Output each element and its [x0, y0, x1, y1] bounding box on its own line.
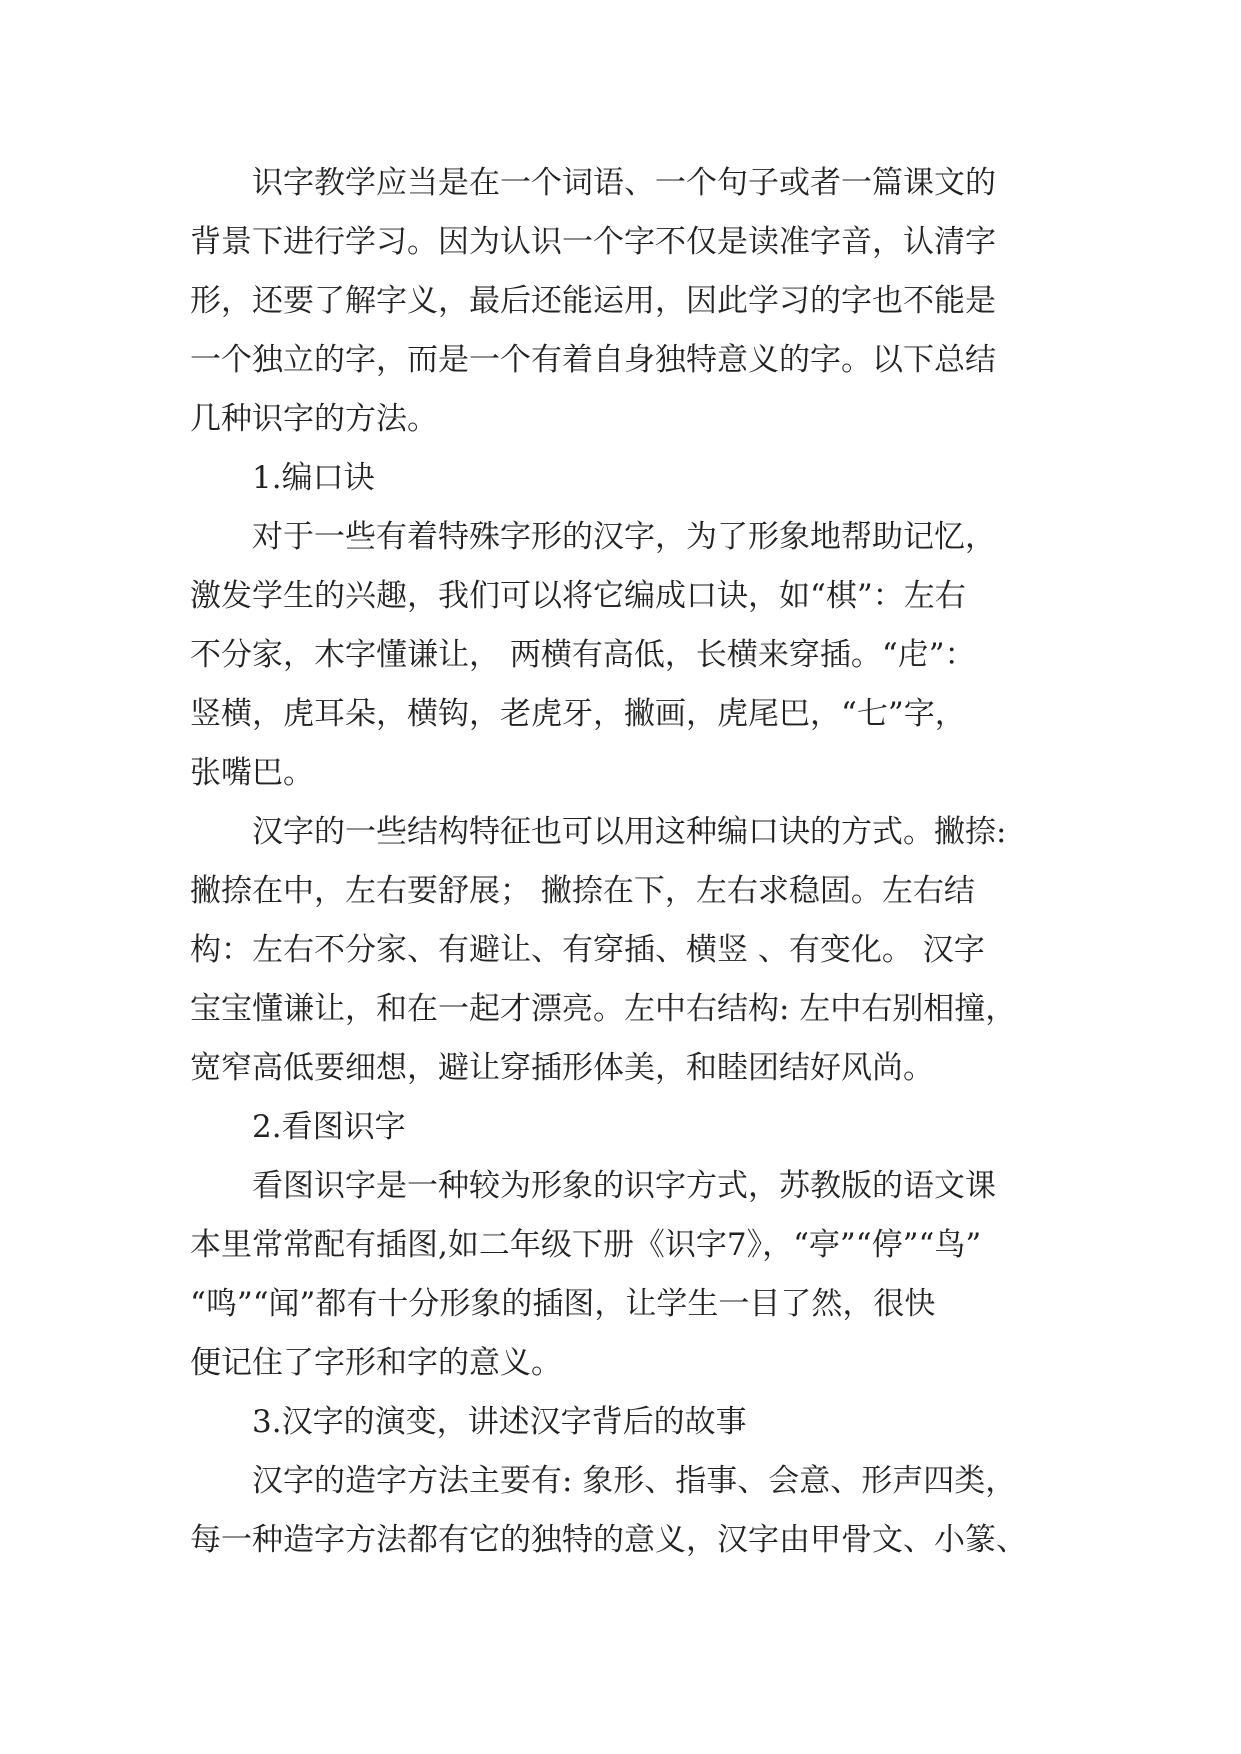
- text-line: 识字教学应当是在一个词语、一个句子或者一篇课文的: [252, 165, 996, 201]
- text-line: 便记住了字形和字的意义。: [190, 1345, 562, 1381]
- text-line: 几种识字的方法。: [190, 401, 438, 437]
- text-line: 张嘴巴。: [190, 755, 314, 791]
- text-line: 竖横，虎耳朵，横钩，老虎牙，撇画，虎尾巴，“七”字，: [190, 696, 966, 732]
- text-line: “鸣”“闻”都有十分形象的插图，让学生一目了然，很快: [190, 1286, 936, 1322]
- text-line: 3.汉字的演变，讲述汉字背后的故事: [252, 1404, 747, 1440]
- text-line: 宝宝懂谦让，和在一起才漂亮。左中右结构: 左中右别相撞，: [190, 991, 1017, 1027]
- text-line: 形，还要了解字义，最后还能运用，因此学习的字也不能是: [190, 283, 996, 319]
- text-line: 一个独立的字，而是一个有着自身独特意义的字。以下总结: [190, 342, 996, 378]
- text-line: 2.看图识字: [252, 1109, 406, 1145]
- text-line: 每一种造字方法都有它的独特的意义，汉字由甲骨文、小篆、: [190, 1522, 1027, 1558]
- text-line: 汉字的一些结构特征也可以用这种编口诀的方式。撇捺:: [252, 814, 1007, 850]
- text-line: 背景下进行学习。因为认识一个字不仅是读准字音，认清字: [190, 224, 996, 260]
- text-line: 看图识字是一种较为形象的识字方式，苏教版的语文课: [252, 1168, 996, 1204]
- text-line: 汉字的造字方法主要有: 象形、指事、会意、形声四类，: [252, 1463, 1017, 1499]
- document-body: [190, 154, 1060, 1570]
- text-line: 对于一些有着特殊字形的汉字，为了形象地帮助记忆，: [252, 519, 996, 555]
- text-line: 宽窄高低要细想，避让穿插形体美，和睦团结好风尚。: [190, 1050, 934, 1086]
- text-line: 不分家，木字懂谦让， 两横有高低，长横来穿插。“虍”：: [190, 637, 976, 673]
- text-line: 1.编口诀: [252, 460, 375, 496]
- text-line: 撇捺在中，左右要舒展； 撇捺在下，左右求稳固。左右结: [190, 873, 975, 909]
- text-line: 本里常常配有插图,如二年级下册《识字7》，“亭”“停”“鸟”: [190, 1227, 982, 1263]
- text-line: 激发学生的兴趣，我们可以将它编成口诀，如“棋”：左右: [190, 578, 966, 614]
- text-line: 构：左右不分家、有避让、有穿插、横竖 、有变化。 汉字: [190, 932, 985, 968]
